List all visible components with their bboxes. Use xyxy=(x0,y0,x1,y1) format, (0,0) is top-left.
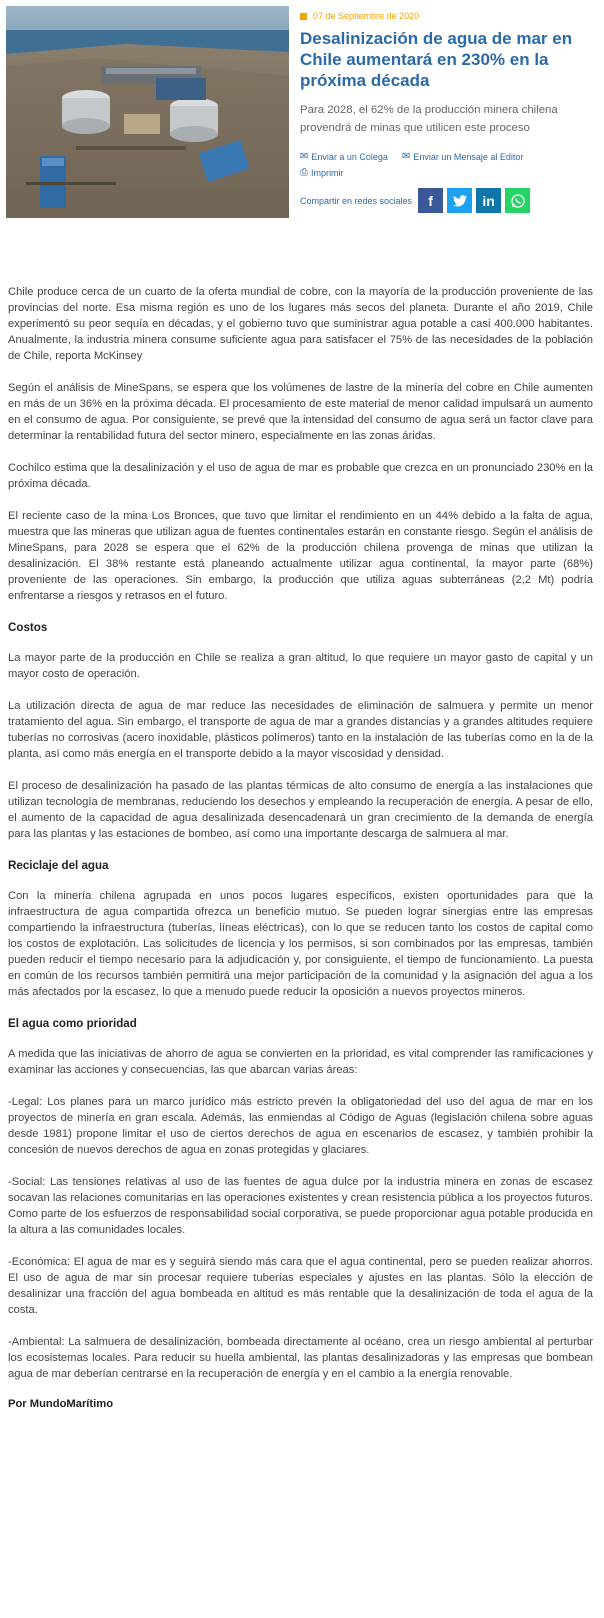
envelope-list-icon: ✉ xyxy=(300,151,309,162)
article-actions xyxy=(300,150,598,180)
action-row-print xyxy=(300,166,598,180)
article-paragraph: Con la minería chilena agrupada en unos pocos lugares específicos, existen oportunidades para que la infraestructura de agua compartida ofrezca un beneficio mutuo. Se pueden lograr sinergias entre las empresas compartiendo la infraestructura (tuberías, líneas eléctricas), con lo que se reducen tanto los costos de capital como los costos de explotación. Las solicitudes de licencia y los permisos, si son combinados por las empresas, también pueden reducir el tiempo necesario para la adjudicación y, por consiguiente, el tiempo de funcionamiento. La puesta en común de los recursos también permitirá una mejor participación de la comunidad y la asignación del agua a los más afectados por la escasez, lo que a menudo puede reducir la oposición a nuevos proyectos mineros. xyxy=(8,890,593,998)
article-paragraph: -Social: Las tensiones relativas al uso de las fuentes de agua dulce por la industria minera en zonas de escasez socavan las relaciones comunitarias en las operaciones existentes y crean resistencia pública a los proyectos futuros. Como parte de los esfuerzos de responsabilidad social corporativa, se puede proporcionar agua potable producida en la altura a las comunidades locales. xyxy=(8,1176,593,1236)
section-heading-prioridad: El agua como prioridad xyxy=(8,1017,137,1030)
social-share xyxy=(300,188,534,213)
article-title: Desalinización de agua de mar en Chile aumentará en 230% en la próxima década xyxy=(300,29,573,90)
section-heading-reciclaje: Reciclaje del agua xyxy=(8,859,109,872)
article-photo xyxy=(6,6,289,218)
article-byline: Por MundoMarítimo xyxy=(8,1398,114,1410)
action-row xyxy=(300,150,598,164)
article-paragraph: Cochilco estima que la desalinización y el uso de agua de mar es probable que crezca en un pronunciado 230% en la próxima década. xyxy=(8,462,593,490)
article-paragraph: -Legal: Los planes para un marco jurídico más estricto prevén la obligatoriedad del uso del agua de mar en los proyectos de minería en gran escala. Además, las enmiendas al Código de Aguas (legislación chilena sobre aguas desde 1981) propone limitar el uso de ciertos derechos de agua en escenarios de escasez, y también prohibir la concesión de nuevos derechos de agua en zonas protegidas y glaciares. xyxy=(8,1096,593,1156)
twitter-icon[interactable] xyxy=(447,188,472,213)
article-body xyxy=(8,284,593,1428)
article-paragraph: Según el análisis de MineSpans, se espera que los volúmenes de lastre de la minería del cobre en Chile aumenten en más de un 36% en la próxima década. El procesamiento de este material de menor calidad impulsará un aumento en el consumo de agua. Por consiguiente, se prevé que la intensidad del consumo de agua será un factor clave para determinar la rentabilidad futura del sector minero, especialmente en las zonas áridas. xyxy=(8,382,593,442)
print-label: Imprimir xyxy=(311,168,344,178)
linkedin-icon[interactable]: in xyxy=(476,188,501,213)
whatsapp-icon[interactable] xyxy=(505,188,530,213)
facebook-icon[interactable]: f xyxy=(418,188,443,213)
send-colleague-label: Enviar a un Colega xyxy=(311,152,388,162)
article-paragraph: -Ambiental: La salmuera de desalinización, bombeada directamente al océano, crea un riesgo ambiental al perturbar los ecosistemas locales. Para reducir su huella ambiental, las plantas desalinizadoras y las empresas que bombean agua de mar deberían centrarse en la recuperación de energía y en el cambio a la energía renovable. xyxy=(8,1336,593,1380)
share-label: Compartir en redes sociales xyxy=(300,195,413,206)
article-paragraph: -Económica: El agua de mar es y seguirá siendo más cara que el agua continental, pero se pueden realizar ahorros. El uso de agua de mar sin procesar requiere tuberías especiales y ajustes en las plantas. Sólo la elección de desalinizar una fracción del agua bombeada en altitud es más rentable que la desalinización de toda el agua de la costa. xyxy=(8,1256,593,1316)
send-editor-link[interactable] xyxy=(402,152,523,162)
article-paragraph: Chile produce cerca de un cuarto de la oferta mundial de cobre, con la mayoría de la producción proveniente de las provincias del norte. Esa misma región es uno de los lugares más secos del planeta. Durante el año 2019, Chile experimentó su peor sequía en décadas, y el gobierno tuvo que suministrar agua potable a casi 400.000 habitantes. Anualmente, la industria minera consume suficiente agua para satisfacer el 75% de las necesidades de la población de Chile, reporta McKinsey xyxy=(8,286,593,362)
article-paragraph: A medida que las iniciativas de ahorro de agua se convierten en la prioridad, es vital comprender las ramificaciones y examinar las acciones y consecuencias, las que abarcan varias áreas: xyxy=(8,1048,593,1076)
date-row xyxy=(300,10,598,22)
send-colleague-link[interactable] xyxy=(300,152,388,162)
article-paragraph: El proceso de desalinización ha pasado de las plantas térmicas de alto consumo de energía a las instalaciones que utilizan tecnología de membranas, reduciendo los desechos y empleando la recuperación de energía. A pesar de ello, el aumento de la capacidad de agua desalinizada desencadenará un gran crecimiento de la demanda de energía para las plantas y las estaciones de bombeo, así como una importante descarga de salmuera al mar. xyxy=(8,780,593,840)
desalination-plant-photo xyxy=(6,6,289,218)
calendar-icon xyxy=(300,13,307,20)
article-paragraph: El reciente caso de la mina Los Bronces, que tuvo que limitar el rendimiento en un 44% debido a la falta de agua, muestra que las mineras que utilizan agua de fuentes continentales estarán en constante riesgo. Según el análisis de MineSpans, para 2028 se espera que el 62% de la producción chilena provenga de minas que utilizan la desalinización. El 38% restante está planeando actualmente utilizar agua continental, la mayor parte (68%) proveniente de las operaciones. Sin embargo, la producción que utiliza aguas subterráneas (2,2 Mt) podría enfrentarse a riesgos y retrasos en el futuro. xyxy=(8,510,593,602)
article-paragraph: La utilización directa de agua de mar reduce las necesidades de eliminación de salmuera y permite un menor tratamiento del agua. Sin embargo, el transporte de agua de mar a grandes distancias y a grandes altitudes requiere tuberías no corrosivas (acero inoxidable, plásticos polímeros) tanto en la instalación de las tuberías como en la de la planta, así como más energía en el transporte debido a la mayor viscosidad y densidad. xyxy=(8,700,593,760)
section-heading-costos: Costos xyxy=(8,621,48,634)
article-paragraph: La mayor parte de la producción en Chile se realiza a gran altitud, lo que requiere un mayor gasto de capital y un mayor costo de operación. xyxy=(8,652,593,680)
print-link[interactable] xyxy=(300,168,344,178)
article-header xyxy=(300,10,598,137)
envelope-icon: ✉ xyxy=(401,151,411,162)
send-editor-label: Enviar un Mensaje al Editor xyxy=(413,152,524,162)
article-subtitle: Para 2028, el 62% de la producción minera chilena provendrá de minas que utilicen este proceso xyxy=(300,104,558,134)
printer-icon: ⎙ xyxy=(300,167,308,178)
article-date: 07 de Septiembre de 2020 xyxy=(313,11,420,21)
